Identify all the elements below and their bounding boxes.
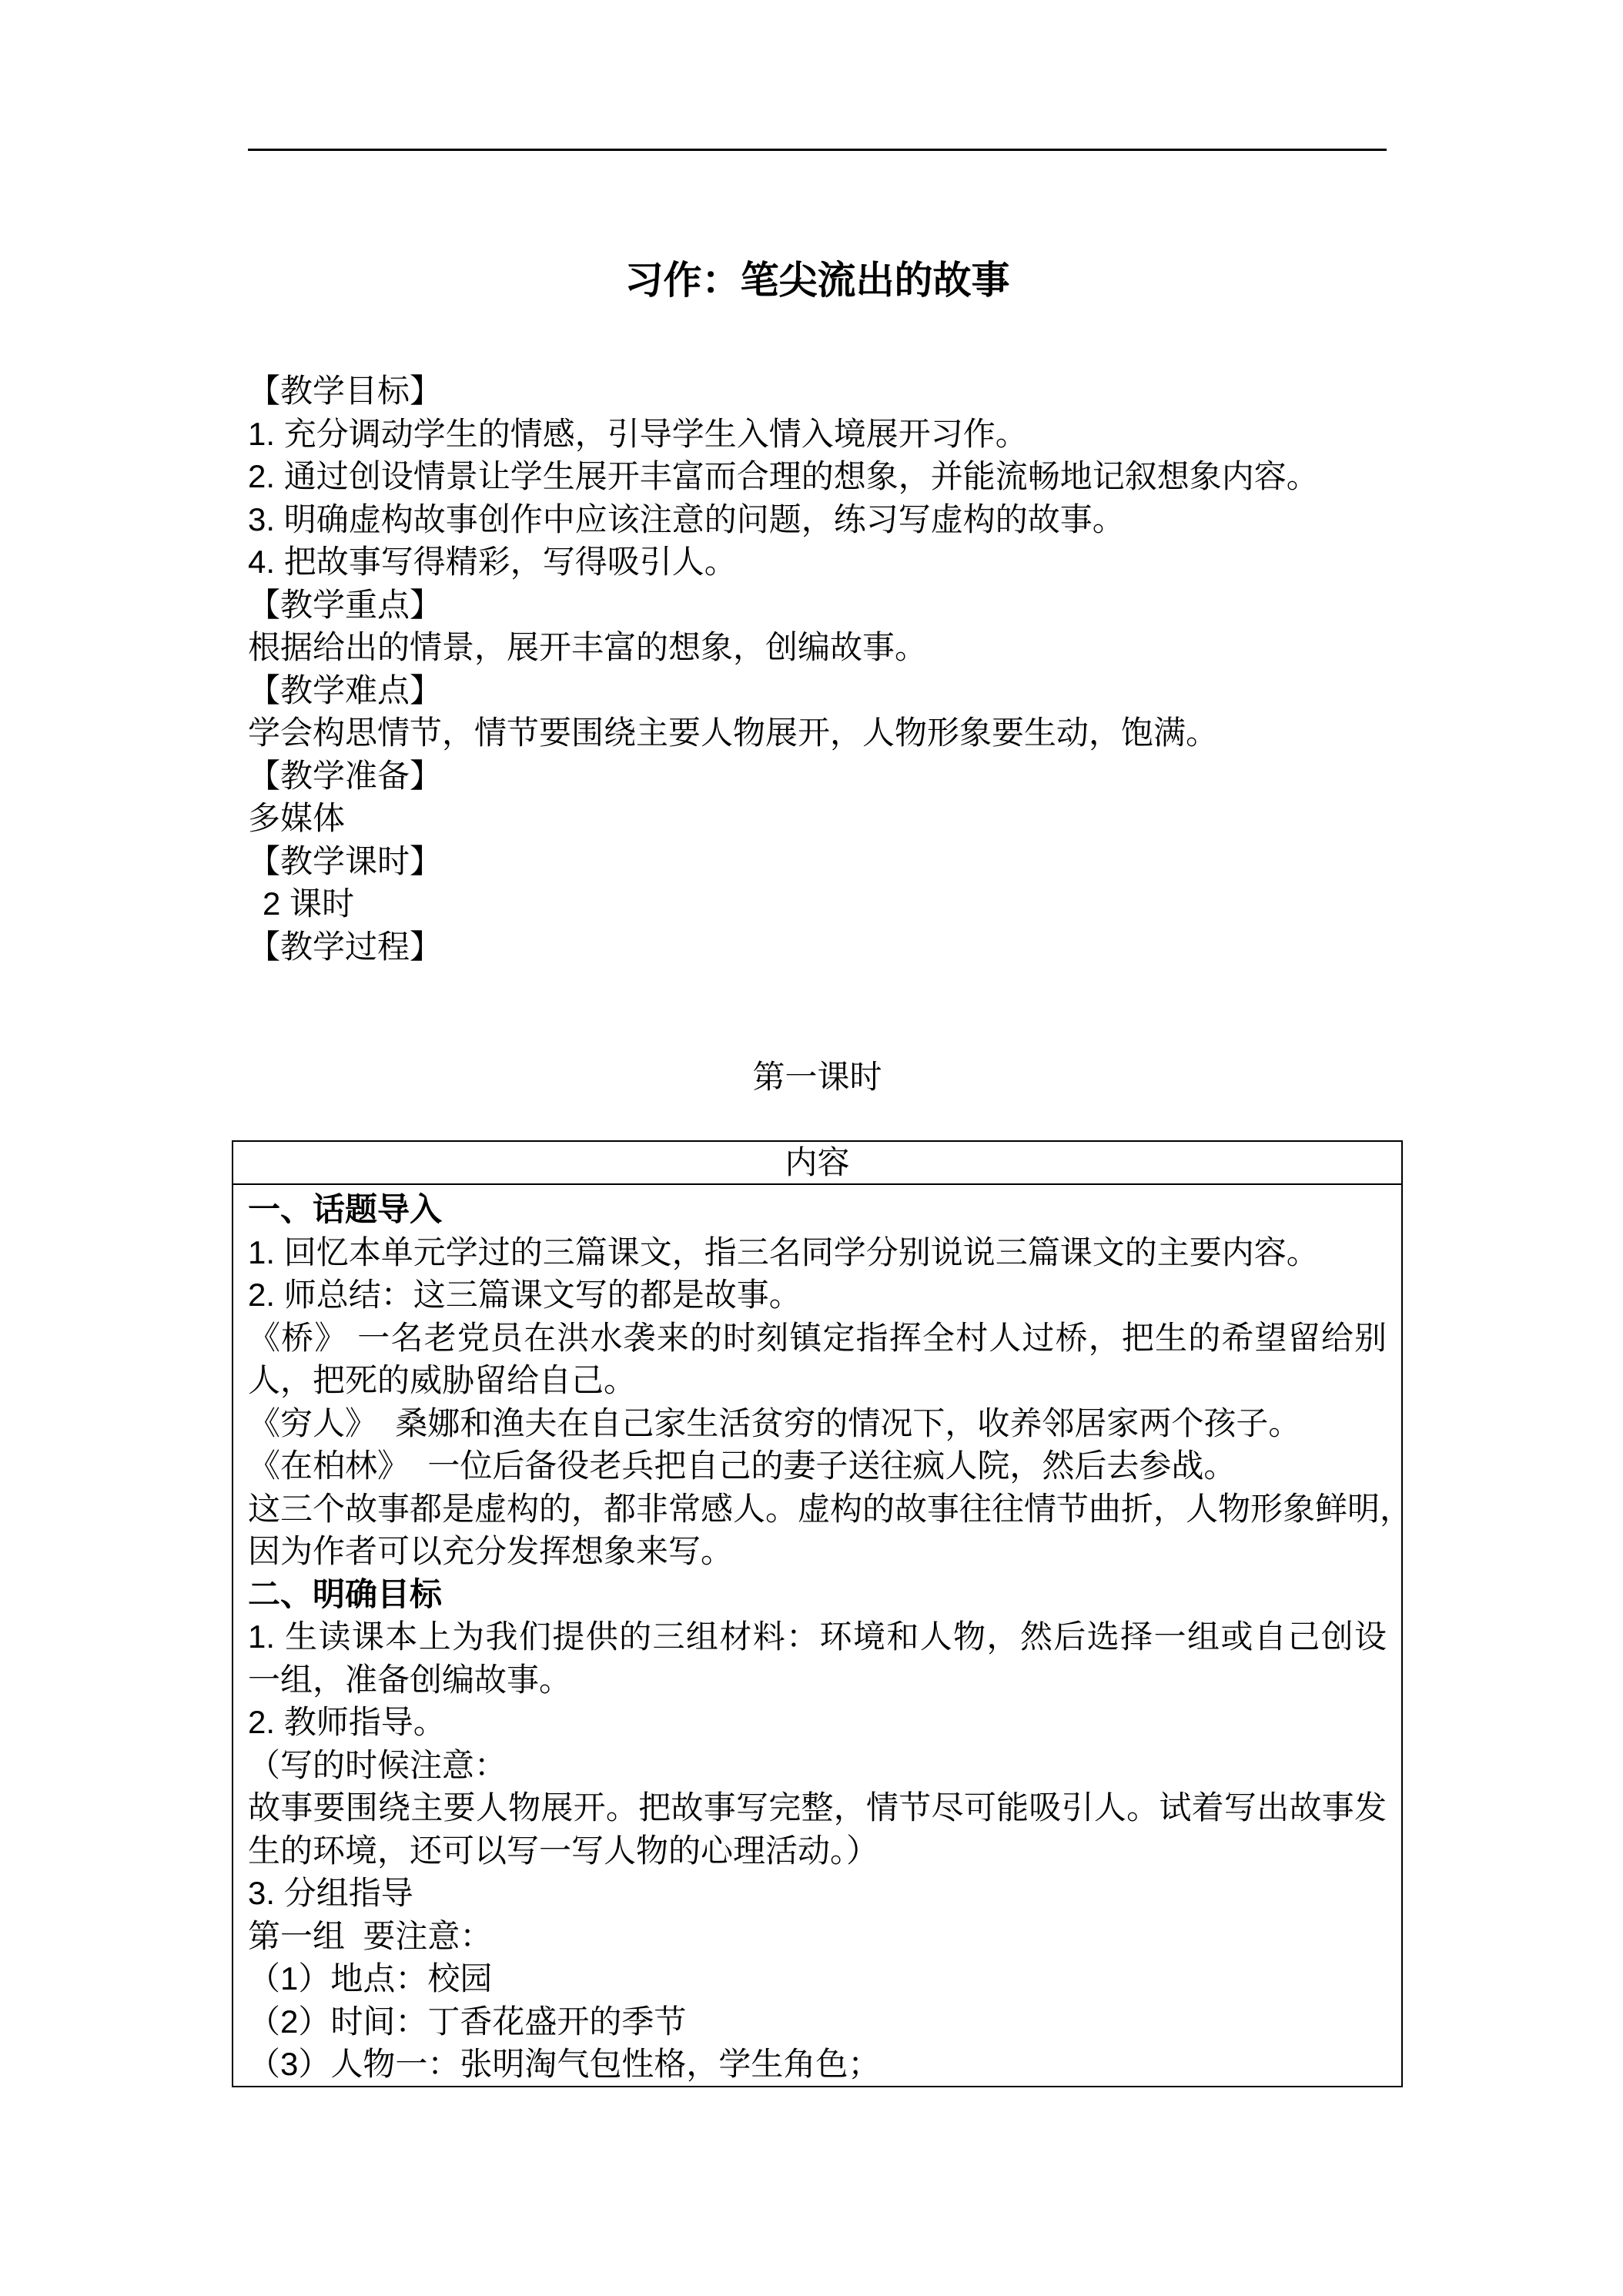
period-title: 第一课时: [752, 1059, 882, 1095]
paragraph-line: 3. 分组指导: [248, 1875, 413, 1911]
paragraph-line: 《穷人》 桑娜和渔夫在自己家生活贫穷的情况下，收养邻居家两个孩子。: [248, 1404, 1301, 1441]
paragraph-line: 《桥》 一名老党员在洪水袭来的时刻镇定指挥全村人过桥，把生的希望留给别: [248, 1319, 1387, 1356]
key-points-text: 根据给出的情景，展开丰富的想象，创编故事。: [248, 629, 928, 665]
lesson-plan-intro: [248, 370, 1387, 968]
paragraph-line: 1. 生读课本上为我们提供的三组材料：环境和人物，然后选择一组或自己创设: [248, 1618, 1387, 1655]
table-content-cell: [233, 1185, 1413, 2086]
paragraph-line: 生的环境，还可以写一写人物的心理活动。）: [248, 1832, 879, 1869]
paragraph-line: （写的时候注意：: [248, 1746, 507, 1783]
paragraph-line: 因为作者可以充分发挥想象来写。: [248, 1533, 734, 1569]
paragraph-line: 故事要围绕主要人物展开。把故事写完整，情节尽可能吸引人。试着写出故事发: [248, 1789, 1387, 1826]
paragraph-line: （2）时间：丁香花盛开的季节: [248, 2003, 687, 2040]
paragraph-line: （3）人物一：张明淘气包性格，学生角色；: [248, 2046, 881, 2082]
paragraph-line: 人，把死的威胁留给自己。: [248, 1362, 637, 1398]
objective-item: 1. 充分调动学生的情感，引导学生入情入境展开习作。: [248, 415, 1028, 452]
process-heading: 【教学过程】: [248, 928, 443, 965]
table-header-cell: 内容: [233, 1142, 1401, 1185]
key-points-heading: 【教学重点】: [248, 586, 443, 623]
difficulties-text: 学会构思情节，情节要围绕主要人物展开，人物形象要生动，饱满。: [248, 715, 1219, 751]
document-title: 习作：笔尖流出的故事: [624, 259, 1010, 302]
preparation-text: 多媒体: [248, 800, 346, 836]
paragraph-line: 2. 教师指导。: [248, 1704, 446, 1740]
class-hours-text: 2 课时: [263, 885, 355, 922]
paragraph-line: （1）地点：校园: [248, 1960, 493, 1996]
header-rule: [248, 149, 1387, 151]
objectives-heading: 【教学目标】: [248, 373, 443, 409]
paragraph-line: 一组，准备创编故事。: [248, 1661, 572, 1698]
paragraph-line: 《在柏林》 一位后备役老兵把自己的妻子送往疯人院，然后去参战。: [248, 1448, 1236, 1484]
objective-item: 2. 通过创设情景让学生展开丰富而合理的想象，并能流畅地记叙想象内容。: [248, 458, 1319, 494]
objective-item: 3. 明确虚构故事创作中应该注意的问题，练习写虚构的故事。: [248, 500, 1125, 537]
preparation-heading: 【教学准备】: [248, 757, 443, 794]
objective-item: 4. 把故事写得精彩，写得吸引人。: [248, 544, 737, 580]
content-table: [232, 1140, 1413, 2087]
paragraph-line: 第一组 要注意：: [248, 1917, 493, 1954]
difficulties-heading: 【教学难点】: [248, 671, 443, 708]
section-heading: 一、话题导入: [248, 1191, 443, 1227]
section-heading: 二、明确目标: [248, 1575, 443, 1612]
paragraph-line: 这三个故事都是虚构的，都非常感人。虚构的故事往往情节曲折，人物形象鲜明，: [248, 1490, 1413, 1527]
paragraph-line: 2. 师总结：这三篇课文写的都是故事。: [248, 1277, 801, 1313]
class-hours-heading: 【教学课时】: [248, 842, 443, 879]
paragraph-line: 1. 回忆本单元学过的三篇课文，指三名同学分别说说三篇课文的主要内容。: [248, 1233, 1319, 1270]
